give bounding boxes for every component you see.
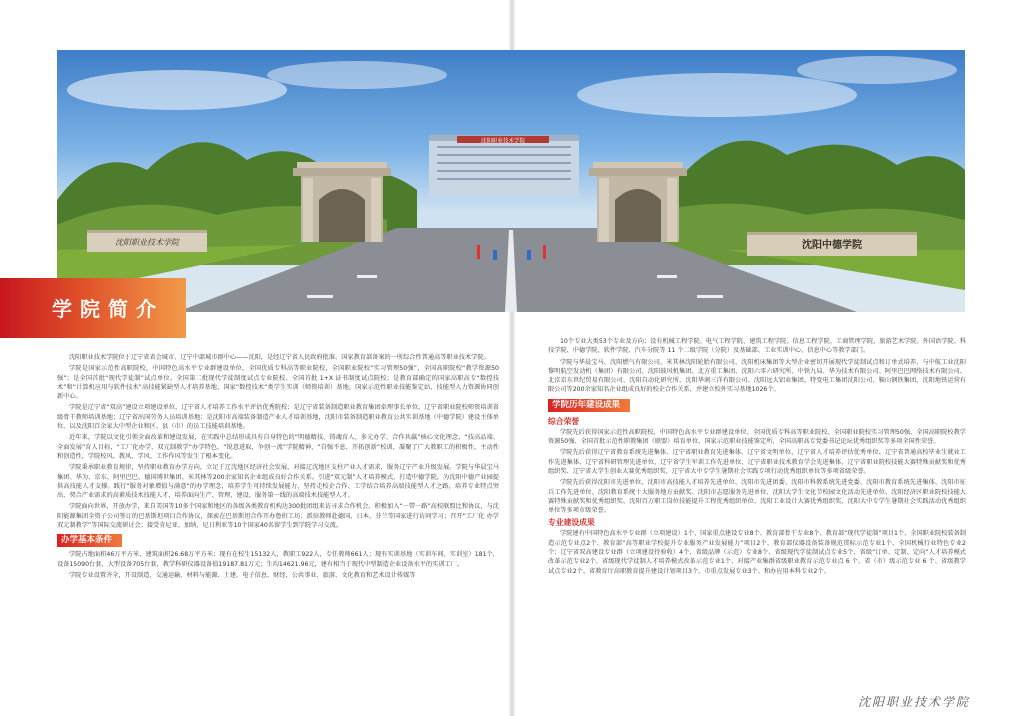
- right-gate-sign: 沈阳中德学院: [802, 240, 862, 251]
- paragraph: 学院先后获得辽宁省教育系统先进集体、辽宁省职业教育先进集体、辽宁省文明单位、辽宁省人才培养评估优秀单位、辽宁省普通高校毕业生就业工作先进集体、辽宁省科研管理先进单位、辽宁省学生军训工作先进单位、辽宁省职业技术教育学会先进集体、辽宁省职业院校技能大赛特殊贡献奖和优秀组织奖、辽宁省大学生创业大赛优秀组织奖、辽宁省大中专学生暑期社会实践专项行动优秀组织单位等多项省级荣誉。: [548, 449, 966, 475]
- paragraph: 沈阳职业技术学院位于辽宁省省会城市、辽宁中部城市群中心——沈阳，是经辽宁省人民政府批准、国家教育部备案的一所综合性普通高等职业技术学院。: [69, 354, 490, 361]
- paragraph: 学院先后获得国家示范性高职院校、中国特色高水平专业群建设单位、全国优质专科高等职业院校、全国职业院校实习管理50强、全国高职院校教学资源50强、全国首批示范性职教集团（联盟）培育单位、国家示范职业技能鉴定所、全国高职高专党委书记论坛优秀组织奖等多项全国性荣誉。: [548, 428, 966, 446]
- paragraph: 学院与华晨宝马、沈阳燃气有限公司、米其林沈阳轮胎有限公司、沈阳机床集团等大型企业密切开展现代学徒制试点和订单式培养，与中航工业沈阳黎明航空发动机（集团）有限公司、沈阳鼓风机集团、北方重工集团、沈阳六零六研究所、中铁九局、华为技术有限公司、阿里巴巴网络技术有限公司、北京京东世纪贸易有限公司、沈阳自动化研究所、沈阳华润三洋有限公司、沈阳远大铝业集团、特变电工集团沈阳公司、鞍山钢铁集团、沈阳地铁运营有限公司等200余家知名企业组成良好的校企合作关系，并建立校外实习基地1026个。: [548, 358, 966, 394]
- paragraph: 学院先后获得沈阳市先进单位、沈阳市高技能人才培养先进单位、沈阳市先进团委、沈阳市科教系统先进党委、沈阳市教育系统先进集体、沈阳市征兵工作先进单位、沈阳教育系统十大服务地方贡献奖、沈阳市志愿服务先进单位、沈阳大学生文化节校园文化活动先进单位、沈阳经济区职业院校技能大赛特殊贡献奖和优秀组织奖、沈阳百万职工岗位技能提升工程优秀组织单位、沈阳工业设计大赛优秀组织奖、沈阳大中专学生暑期社会实践活动优秀组织单位等多项市级荣誉。: [548, 479, 966, 515]
- paragraph: 学院是辽宁省“双高”建设立项建设单位，辽宁省人才培养工作水平评估优秀院校；是辽宁省装备制造职业教育集团牵理事长单位，辽宁省职业院校师资培训省级骨干教师培训基地；辽宁省出国劳务人员培训基地；是沈阳市高端装备制造产业人才培训基地，沈阳市装备制造职业教育公共实训基地（中德学院）建设主体单位，以及沈阳百余家大中型企业和区、县（市）的员工技能培训基地。: [57, 404, 499, 431]
- subheading-majors: 专业建设成果: [548, 518, 595, 528]
- page-title: 学院简介: [52, 297, 164, 321]
- section-heading-achievements: 学院历年建设成果: [548, 399, 630, 412]
- section-heading-basic: 办学基本条件: [57, 534, 122, 547]
- right-text-column: [548, 337, 966, 578]
- paragraph: 学院面向世界，开放办学，来自美国等10多个国家和地区的各级各类教育机构达300批团组来访寻求合作机会。积极加入“一带一路”高校联盟比和协议，与沈阳能源集团全资子公司签订的巴基斯坦项目合作协议，探索在巴基斯坦合作开办鲁班工坊；派驻教师赴德国、日本、芬兰等国家进行访问学习；召开“工厂化 办学双元制教学”等国际交流研讨会；接受肯尼亚、加纳、尼日利亚等10个国家40名留学生到学院学习交流。: [57, 503, 499, 530]
- building-sign-text: 沈阳职业技术学院: [480, 138, 526, 145]
- paragraph: 学院专业设置齐全，开设制造、交通运输、材料与能源、土建、电子信息、财经、公共事业、旅游、文化教育和艺术设计传媒等: [69, 571, 416, 579]
- left-gate-sign: 沈阳职业技术学院: [115, 238, 179, 247]
- left-text-column: [57, 353, 499, 582]
- campus-scene: [57, 50, 965, 312]
- paragraph: 学院建有中国特色高水平专业群（立项建设）1个、国家重点建设专业8个、教育部骨干专业8个、教育部“现代学徒制”项目1个、全国职业院校装备制造示范专业点2个、教育部“高等职业学校提升专业服务产业发展能力”项目2个、教育部仪器设备装备规范贯标示范专业1个、全国机械行业特色专业2个；辽宁省双高建设专业群（立项建设待验收）4个、省级品牌（示范）专业8个、省级现代学徒制试点专业5个、省级“订单、定制、定向”人才培养模式 改革示范专业2个、省级现代学徒制人才培养模式改革示范专业1个、对接产业集群省级职业教育示范专业点 6 个、省（市）级示范专业 6 个、省级教学试点专业2个、省教育厅高职教育提升建设计划项目3个、市重点发展专业3个、和办应用本科专业2个。: [548, 530, 966, 575]
- paragraph: 10个专业大类53个专业及方向；设有机械工程学院、电气工程学院、建筑工程学院、信息工程学院、工商管理学院、旅游艺术学院、外国语学院、科技学院、中德学院、软件学院、汽车分院等 11 个二级学院（分院）及基础部、工业实训中心、信息中心等教学部门。: [548, 338, 966, 355]
- campus-gate-photo: [57, 50, 965, 312]
- subheading-honors: 综合荣誉: [548, 416, 580, 426]
- paragraph: 学院是国家示范性高职院校，中国特色高水平专业群建设单位，全国优质专科高等职业院校，全国职业院校“实习管理50强”，全国高职院校“教学资源50强”；是全国首批“现代学徒制”试点单位、全国第二批现代学徒制度试点专业院校、全国首批 1+X 证书制度试点院校；是教育部确定的国家高职高专“数控技术”和“计算机应用与软件技术”高技能紧缺型人才培养基地，国家“数控技术”类学生实训（师资培训）基地，国家示范性职业技能鉴定站，技能型人力资源协同创新中心。: [57, 365, 499, 401]
- paragraph: 近年来，学院以文化引领全面改革和建设发展，在实践中总结形成具有自身特色的“明德精技、铸魂育人、多元办学、合作共赢”核心文化理念，“技高品端、全面发展”育人目标，“工厂化办学、双元制教学”办学特色，“锐意进取，争创一流”学院精神，“自强不息、开拓创新”校训，凝聚了广大教职工的积极性、主动性和创造性，学院校风、教风、学风、工作作风等发生了根本变化。: [57, 434, 499, 460]
- paragraph: 学院占地面积46万平方米，建筑面积26.68万平方米；现有在校生15132人，教职工922人，专任教师661人；现有实训基地（实训车间、实训室）181个，设备15090台套，大型设备705台套，教学科研仪器设备值19187.81万元；生均14621.96元，建有相当于现代中型制造企业设备水平的实训工厂。: [57, 551, 499, 568]
- paragraph: 学院秉承职业教育规律，坚持职业教育办学方向，立足于辽沈地区经济社会发展，对接辽沈地区支柱产业人才需求，服务辽宁产业升级发展。学院与华晨宝马集团、华为、京东、阿里巴巴、德国博世集团、米其林等200余家知名企业组成良好合作关系。引进“双元制”人才培养模式，打造中德学院，为沈阳中德产业园提供高技能人才支撑。践行“服务对象增值与满意”的办学理念，培养学生可持续发展能力，坚持走校企合作、工学结合培养高端技能型人才之路，培养专业特点突出、契合产业需求的高素质技术技能人才，培养面向生产、管理、建设、服务第一线的高端技术技能型人才。: [57, 464, 499, 500]
- college-signature: 沈阳职业技术学院: [858, 695, 971, 709]
